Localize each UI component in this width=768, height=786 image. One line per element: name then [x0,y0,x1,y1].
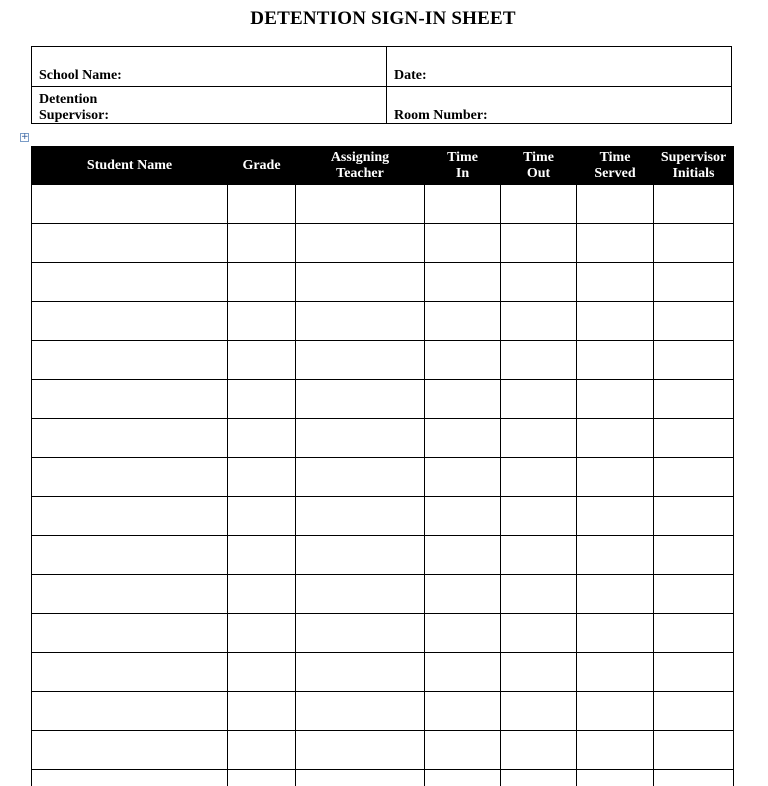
table-cell-supervisor-initials[interactable] [654,536,734,575]
info-divider-horizontal [32,86,731,87]
table-row [32,536,734,575]
room-number-label: Room Number: [394,108,488,123]
table-row [32,185,734,224]
table-cell-supervisor-initials[interactable] [654,614,734,653]
table-row [32,731,734,770]
column-header-line2: Initials [672,165,715,181]
table-cell-grade[interactable] [228,575,296,614]
table-cell-time-served[interactable] [577,770,654,786]
table-cell-student-name[interactable] [32,497,228,536]
table-cell-time-in[interactable] [425,653,501,692]
column-header-line1: Time [599,149,631,165]
table-cell-grade[interactable] [228,263,296,302]
table-cell-time-out[interactable] [501,536,577,575]
table-row [32,770,734,786]
table-cell-assigning-teacher[interactable] [296,419,425,458]
table-cell-grade[interactable] [228,458,296,497]
table-cell-supervisor-initials[interactable] [654,263,734,302]
supervisor-label-line2: Supervisor: [39,108,109,123]
table-row [32,380,734,419]
date-label: Date: [394,68,427,83]
table-cell-time-in[interactable] [425,770,501,786]
table-cell-assigning-teacher[interactable] [296,575,425,614]
table-cell-assigning-teacher[interactable] [296,224,425,263]
table-cell-time-served[interactable] [577,731,654,770]
column-header-line1: Student Name [86,157,173,173]
table-cell-supervisor-initials[interactable] [654,302,734,341]
table-cell-student-name[interactable] [32,458,228,497]
table-cell-time-out[interactable] [501,341,577,380]
column-header-line2: Served [594,165,636,181]
table-cell-supervisor-initials[interactable] [654,185,734,224]
table-cell-student-name[interactable] [32,614,228,653]
table-cell-time-out[interactable] [501,458,577,497]
table-cell-time-served[interactable] [577,653,654,692]
table-cell-grade[interactable] [228,302,296,341]
table-cell-supervisor-initials[interactable] [654,341,734,380]
table-cell-time-served[interactable] [577,614,654,653]
table-cell-student-name[interactable] [32,341,228,380]
table-cell-time-served[interactable] [577,575,654,614]
column-header-line2: In [455,165,470,181]
table-cell-time-served[interactable] [577,224,654,263]
table-cell-student-name[interactable] [32,380,228,419]
column-header-student-name [32,147,228,185]
table-cell-student-name[interactable] [32,302,228,341]
table-row [32,263,734,302]
table-cell-time-out[interactable] [501,224,577,263]
table-cell-grade[interactable] [228,653,296,692]
table-row [32,575,734,614]
column-header-time-served [577,147,654,185]
table-cell-time-served[interactable] [577,419,654,458]
table-cell-supervisor-initials[interactable] [654,653,734,692]
table-cell-student-name[interactable] [32,419,228,458]
table-cell-assigning-teacher[interactable] [296,458,425,497]
table-cell-supervisor-initials[interactable] [654,380,734,419]
table-cell-time-served[interactable] [577,380,654,419]
table-cell-time-in[interactable] [425,263,501,302]
table-cell-time-served[interactable] [577,692,654,731]
table-cell-time-in[interactable] [425,224,501,263]
table-cell-student-name[interactable] [32,653,228,692]
table-cell-assigning-teacher[interactable] [296,770,425,786]
column-header-line1: Supervisor [660,149,727,165]
table-cell-assigning-teacher[interactable] [296,497,425,536]
info-box [31,46,732,124]
table-row [32,458,734,497]
table-row [32,692,734,731]
table-cell-time-in[interactable] [425,419,501,458]
table-cell-grade[interactable] [228,731,296,770]
table-cell-supervisor-initials[interactable] [654,224,734,263]
table-cell-student-name[interactable] [32,575,228,614]
school-name-label: School Name: [39,68,122,83]
supervisor-label-line1: Detention [39,92,98,107]
table-cell-grade[interactable] [228,770,296,786]
table-cell-supervisor-initials[interactable] [654,770,734,786]
table-cell-assigning-teacher[interactable] [296,614,425,653]
sign-in-table [31,146,734,786]
table-row [32,341,734,380]
table-cell-time-served[interactable] [577,263,654,302]
table-cell-assigning-teacher[interactable] [296,380,425,419]
table-cell-time-served[interactable] [577,341,654,380]
table-cell-time-in[interactable] [425,185,501,224]
table-cell-supervisor-initials[interactable] [654,692,734,731]
column-header-time-out [501,147,577,185]
table-cell-time-out[interactable] [501,497,577,536]
table-cell-grade[interactable] [228,419,296,458]
column-header-line2: Out [526,165,551,181]
table-cell-grade[interactable] [228,341,296,380]
column-header-line1: Assigning [330,149,390,165]
table-cell-student-name[interactable] [32,185,228,224]
column-header-line2: Teacher [336,165,384,181]
table-cell-time-served[interactable] [577,185,654,224]
column-header-time-in [425,147,501,185]
table-row [32,614,734,653]
table-cell-time-in[interactable] [425,497,501,536]
table-cell-time-served[interactable] [577,458,654,497]
table-cell-time-out[interactable] [501,185,577,224]
table-cell-time-in[interactable] [425,302,501,341]
table-cell-assigning-teacher[interactable] [296,536,425,575]
column-header-assigning-teacher [296,147,425,185]
document-title: DETENTION SIGN-IN SHEET [250,8,516,29]
table-cell-grade[interactable] [228,497,296,536]
table-cell-student-name[interactable] [32,224,228,263]
table-body [32,185,734,786]
column-header-line1: Time [523,149,554,165]
sign-in-table-container [31,146,734,786]
table-cell-assigning-teacher[interactable] [296,185,425,224]
table-cell-grade[interactable] [228,692,296,731]
column-header-line1: Grade [242,157,281,173]
table-cell-time-in[interactable] [425,575,501,614]
table-cell-time-in[interactable] [425,614,501,653]
table-cell-time-out[interactable] [501,575,577,614]
table-move-handle-icon[interactable]: + [21,132,29,142]
table-cell-grade[interactable] [228,185,296,224]
table-cell-assigning-teacher[interactable] [296,263,425,302]
table-cell-student-name[interactable] [32,536,228,575]
table-cell-time-out[interactable] [501,419,577,458]
table-cell-student-name[interactable] [32,692,228,731]
table-cell-grade[interactable] [228,380,296,419]
table-cell-time-out[interactable] [501,692,577,731]
table-cell-time-in[interactable] [425,692,501,731]
table-header-row [32,147,734,185]
table-cell-time-in[interactable] [425,341,501,380]
table-cell-supervisor-initials[interactable] [654,575,734,614]
table-cell-time-out[interactable] [501,731,577,770]
table-cell-time-in[interactable] [425,536,501,575]
table-cell-assigning-teacher[interactable] [296,731,425,770]
table-row [32,224,734,263]
table-cell-time-served[interactable] [577,302,654,341]
table-cell-time-out[interactable] [501,263,577,302]
table-cell-assigning-teacher[interactable] [296,341,425,380]
table-cell-time-out[interactable] [501,614,577,653]
table-cell-grade[interactable] [228,614,296,653]
table-cell-assigning-teacher[interactable] [296,302,425,341]
column-header-line1: Time [447,149,478,165]
table-cell-assigning-teacher[interactable] [296,653,425,692]
table-cell-time-in[interactable] [425,458,501,497]
table-cell-supervisor-initials[interactable] [654,419,734,458]
table-cell-student-name[interactable] [32,731,228,770]
table-cell-supervisor-initials[interactable] [654,458,734,497]
table-cell-time-served[interactable] [577,497,654,536]
table-cell-time-out[interactable] [501,653,577,692]
info-divider-vertical [386,47,387,123]
table-cell-assigning-teacher[interactable] [296,692,425,731]
table-row [32,302,734,341]
table-cell-grade[interactable] [228,224,296,263]
table-cell-time-in[interactable] [425,731,501,770]
table-cell-time-out[interactable] [501,302,577,341]
table-cell-student-name[interactable] [32,263,228,302]
table-row [32,653,734,692]
table-row [32,497,734,536]
table-cell-student-name[interactable] [32,770,228,786]
table-cell-supervisor-initials[interactable] [654,497,734,536]
table-cell-time-served[interactable] [577,536,654,575]
table-cell-grade[interactable] [228,536,296,575]
supervisor-label [39,92,109,124]
column-header-grade [228,147,296,185]
table-cell-time-out[interactable] [501,380,577,419]
column-header-supervisor-initials [654,147,734,185]
table-cell-time-out[interactable] [501,770,577,786]
table-cell-time-in[interactable] [425,380,501,419]
table-cell-supervisor-initials[interactable] [654,731,734,770]
table-row [32,419,734,458]
